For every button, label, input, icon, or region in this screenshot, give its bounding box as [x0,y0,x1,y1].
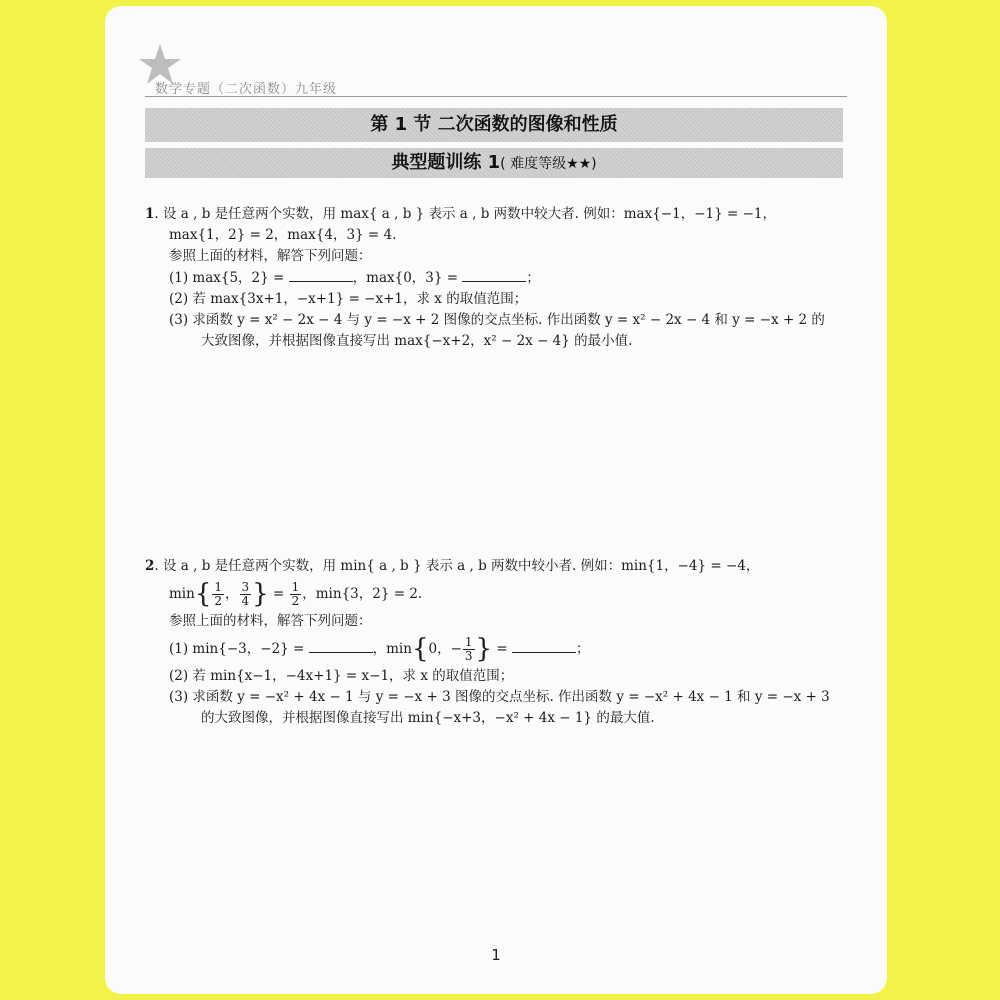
problem-2-number: 2 [145,558,155,574]
q1-part-c: ； [526,270,540,286]
section-title-banner [145,108,843,142]
fraction: $\frac{3}{4}$ [241,580,250,608]
answer-blank [462,267,526,282]
problem-2-question-3-cont: 的大致图像，并根据图像直接写出 min{−x+3，−x² + 4x − 1} 的最大值. [201,710,655,726]
fraction: $\frac{1}{2}$ [214,580,223,608]
problem-1 [145,204,845,352]
problem-1-question-2: (2) 若 max{3x+1，−x+1} = −x+1，求 x 的取值范围； [169,291,528,307]
problem-1-question-1 [145,267,845,289]
problem-2-line-2: min{ $\frac{1}{2}$ ， $\frac{3}{4}$ } = $\frac{1}{2}$ ，min{3，2} = 2. [169,579,423,609]
page-number: 1 [491,946,501,964]
min-example-2: ，min{3，2} = 2. [302,586,423,602]
q1-part-b: ，max{0，3} = [352,270,463,286]
training-title: 典型题训练 1 [391,152,501,173]
problem-2-question-3: (3) 求函数 y = −x² + 4x − 1 与 y = −x + 3 图像的交点坐标. 作出函数 y = −x² + 4x − 1 和 y = −x + 3 [169,689,830,705]
book-page [105,6,887,994]
problem-2-instruction: 参照上面的材料，解答下列问题： [169,613,372,629]
q1-part-a: (1) max{5，2} = [169,270,289,286]
problem-1-line-1 [145,204,845,225]
answer-blank [289,267,353,282]
problem-2-line-1 [145,556,845,577]
problem-1-number: 1 [145,206,155,222]
brace-close: } [252,579,269,609]
answer-blank [512,638,576,653]
min-label: min [169,586,195,602]
running-head-text: 数学专题（二次函数）九年级 [155,82,338,97]
problem-2 [145,556,845,729]
section-title: 第 1 节 二次函数的图像和性质 [370,114,618,135]
problem-1-question-3-cont: 大致图像，并根据图像直接写出 max{−x+2，x² − 2x − 4} 的最小值. [201,333,633,349]
training-title-banner [145,148,843,178]
problem-2-question-2: (2) 若 min{x−1，−4x+1} = x−1，求 x 的取值范围； [169,668,514,684]
problem-1-statement: . 设 a , b 是任意两个实数，用 max{ a , b } 表示 a , b 两数中较大者. 例如：max{−1，−1} = −1， [154,206,776,222]
problem-1-instruction: 参照上面的材料，解答下列问题： [169,248,372,264]
brace-open: { [194,579,212,609]
header-rule [145,96,847,97]
problem-1-line-2: max{1，2} = 2，max{4，3} = 4. [169,227,397,243]
fraction: $\frac{1}{3}$ [464,635,473,663]
answer-blank [309,638,373,653]
difficulty-rating: ( 难度等级★★) [500,156,597,172]
problem-2-question-1: (1) min{−3，−2} = ，min{0，− $\frac{1}{3}$ } = ； [169,634,590,664]
problem-2-statement: . 设 a , b 是任意两个实数，用 min{ a , b } 表示 a , b 两数中较小者. 例如：min{1，−4} = −4， [154,558,760,574]
fraction: $\frac{1}{2}$ [291,580,300,608]
running-header [145,72,887,104]
problem-1-question-3: (3) 求函数 y = x² − 2x − 4 与 y = −x + 2 图像的交点坐标. 作出函数 y = x² − 2x − 4 和 y = −x + 2 的 [169,312,825,328]
